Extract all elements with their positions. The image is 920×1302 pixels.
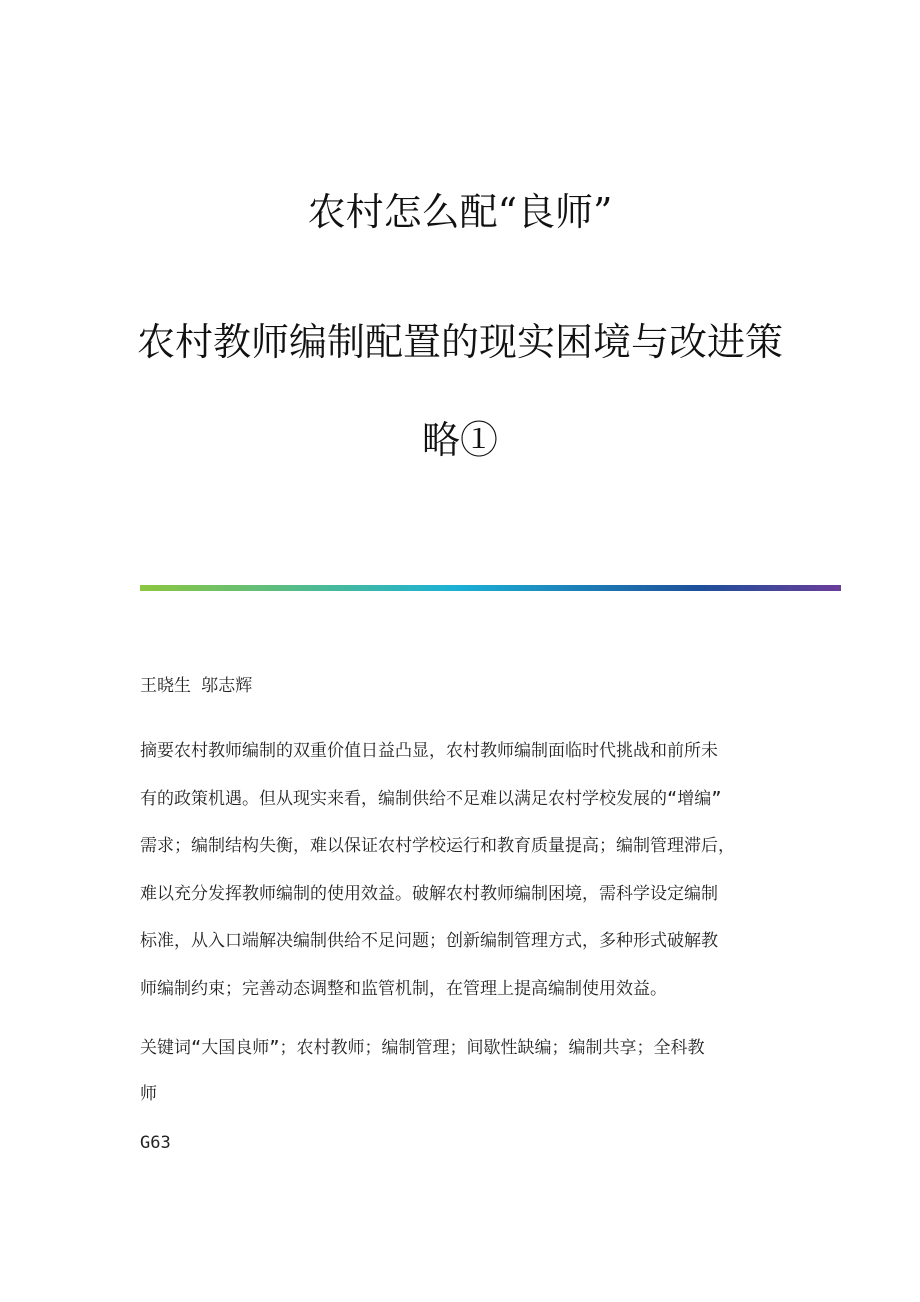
- page-title-line-1: 农村怎么配“良师”: [307, 190, 613, 234]
- keywords-line: 关键词“大国良师”；农村教师；编制管理；间歇性缺编；编制共享；全科教: [140, 1038, 705, 1058]
- authors: 王晓生 邬志辉: [140, 676, 253, 696]
- abstract-line: 需求；编制结构失衡，难以保证农村学校运行和教育质量提高；编制管理滞后，: [140, 836, 735, 856]
- classification-code: G63: [140, 1133, 171, 1153]
- gradient-divider: [140, 585, 841, 591]
- abstract-line: 有的政策机遇。但从现实来看，编制供给不足难以满足农村学校发展的“增编”: [140, 788, 722, 809]
- keywords: [140, 1025, 790, 1117]
- page-title-line-3: 略①: [421, 418, 498, 462]
- abstract-line: 标准，从入口端解决编制供给不足问题；创新编制管理方式，多种形式破解教: [140, 931, 718, 951]
- abstract: [140, 728, 790, 1013]
- abstract-line: 难以充分发挥教师编制的使用效益。破解农村教师编制困境，需科学设定编制: [140, 883, 718, 904]
- page-title-line-2: 农村教师编制配置的现实困境与改进策: [136, 320, 783, 364]
- abstract-line: 师编制约束；完善动态调整和监管机制，在管理上提高编制使用效益。: [140, 978, 667, 999]
- abstract-line: 摘要农村教师编制的双重价值日益凸显，农村教师编制面临时代挑战和前所未: [140, 741, 718, 761]
- keywords-line: 师: [140, 1084, 157, 1104]
